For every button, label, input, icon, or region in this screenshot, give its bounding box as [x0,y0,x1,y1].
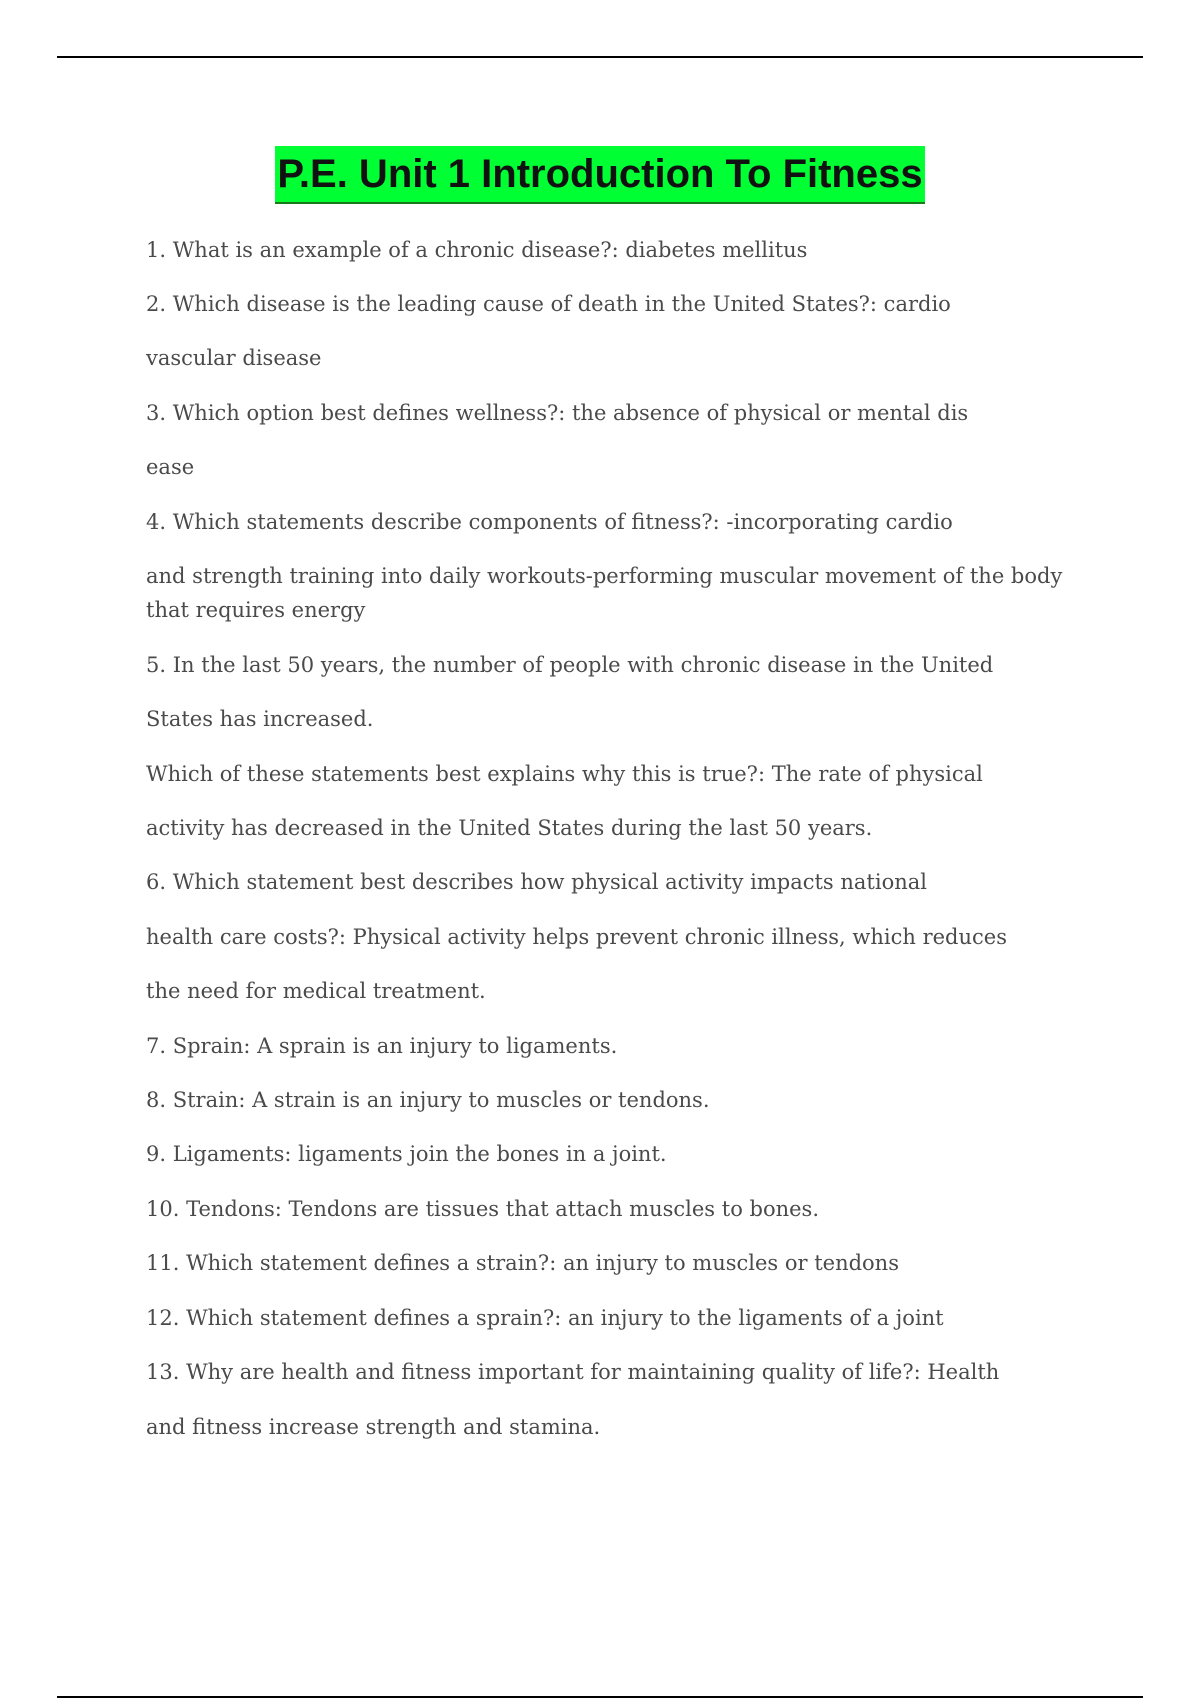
text-line: 5. In the last 50 years, the number of people with chronic disease in the United [146,653,994,677]
text-line: vascular disease [146,346,322,370]
bottom-rule [57,1696,1143,1698]
page-title: P.E. Unit 1 Introduction To Fitness [275,146,924,204]
text-line: 7. Sprain: A sprain is an injury to ligaments. [146,1034,618,1058]
text-line: health care costs?: Physical activity helps prevent chronic illness, which reduces [146,925,1007,949]
text-line: ease [146,455,195,479]
top-rule [57,56,1143,58]
text-line: 11. Which statement defines a strain?: an injury to muscles or tendons [146,1251,899,1275]
title-block [0,146,1200,204]
text-line: 2. Which disease is the leading cause of death in the United States?: cardio [146,292,951,316]
text-line: 6. Which statement best describes how physical activity impacts national [146,870,927,894]
text-line: 12. Which statement defines a sprain?: an injury to the ligaments of a joint [146,1306,944,1330]
text-line: 1. What is an example of a chronic disease?: diabetes mellitus [146,238,808,262]
text-line: and fitness increase strength and stamina. [146,1415,601,1439]
text-line: that requires energy [146,598,366,622]
text-line: activity has decreased in the United States during the last 50 years. [146,816,873,840]
text-line: 9. Ligaments: ligaments join the bones in a joint. [146,1142,667,1166]
text-line: the need for medical treatment. [146,979,486,1003]
text-line: and strength training into daily workouts-performing muscular movement of the body [146,564,1063,588]
text-line: States has increased. [146,707,374,731]
text-line: 10. Tendons: Tendons are tissues that attach muscles to bones. [146,1197,820,1221]
text-line: 4. Which statements describe components of fitness?: -incorporating cardio [146,510,953,534]
text-line: Which of these statements best explains why this is true?: The rate of physical [146,762,983,786]
text-line: 3. Which option best defines wellness?: the absence of physical or mental dis [146,401,969,425]
text-line: 8. Strain: A strain is an injury to muscles or tendons. [146,1088,710,1112]
text-line: 13. Why are health and fitness important for maintaining quality of life?: Health [146,1360,1000,1384]
